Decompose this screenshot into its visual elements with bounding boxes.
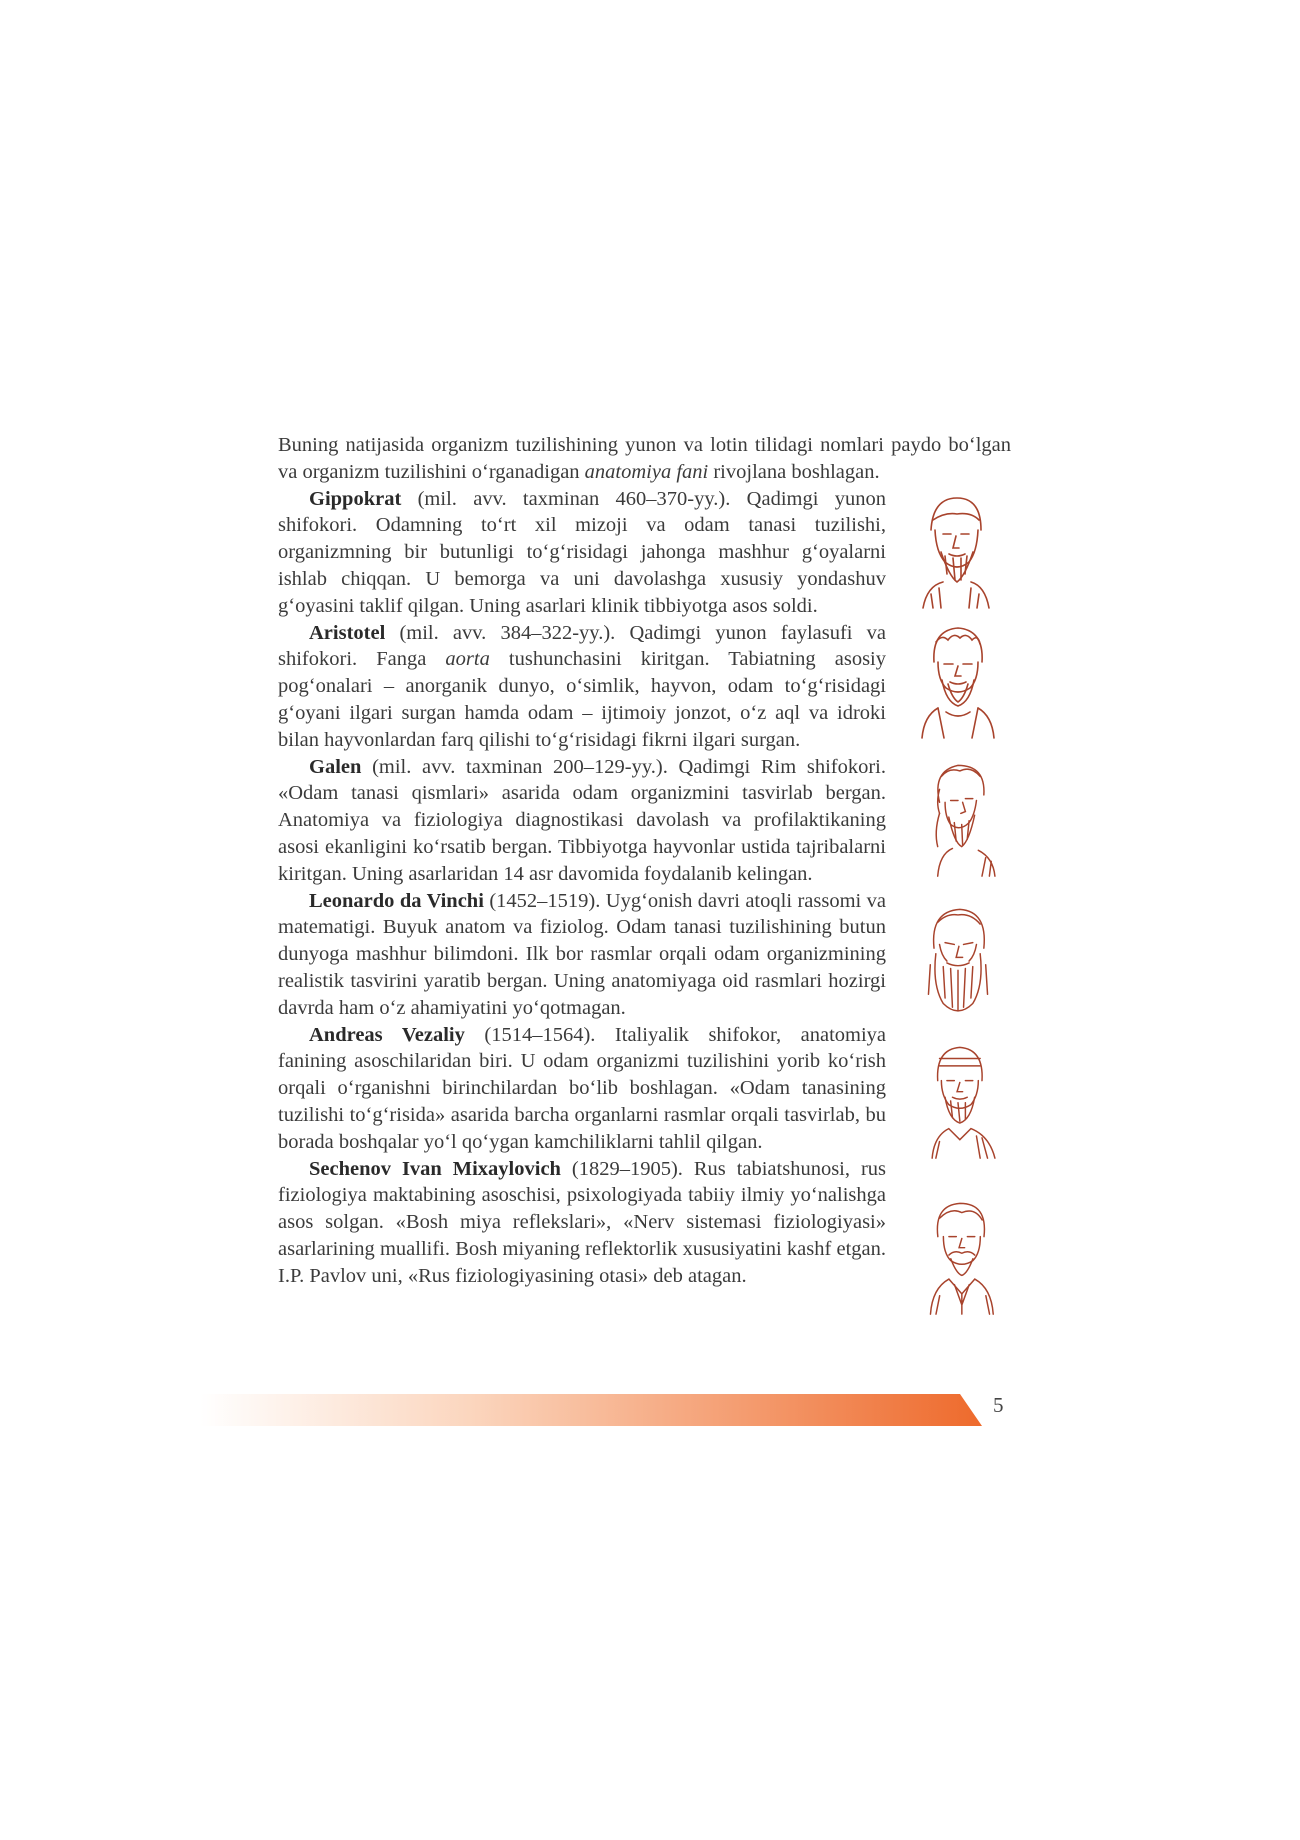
- bio-text: (mil. avv. taxminan 460–370-yy.). Qadimgi yunon shifokori. Odamning to‘rt xil mizoji va odam tanasi tuzilishi, organizmning bir butunligi to‘g‘risidagi jahonga mashhur g‘oyalarni ishlab chiqqan. U bemorga va uni davolashga xususiy yondashuv g‘oyasini taklif qilgan. Uning asarlari klinik tibbiyotga asos soldi.: [278, 487, 886, 617]
- bio-name: Gippokrat: [309, 487, 402, 510]
- galen-portrait-icon: [908, 758, 1008, 878]
- bio-galen: [278, 754, 886, 888]
- hippocrates-portrait-icon: [905, 490, 1005, 610]
- intro-text-end: rivojlana boshlagan.: [708, 460, 880, 483]
- bio-aristotel: [278, 620, 886, 754]
- bio-text-end: tushunchasini kiritgan. Tabiatning asosiy pog‘onalari – anorganik dunyo, o‘simlik, hayvon, odam to‘g‘risidagi g‘oyani ilgari surgan hamda odam – ijtimoiy jonzot, o‘z aql va idroki bilan hayvonlardan farq qilishi to‘g‘risidagi fikrni ilgari surgan.: [278, 648, 886, 751]
- bio-text: (mil. avv. taxminan 200–129-yy.). Qadimgi Rim shifokori. «Odam tanasi qismlari» asarida odam organizmini tasvirlab bergan. Anatomiya va fiziologiya diagnostikasi davolash va profilaktikaning asosi ekanligini ko‘rsatib bergan. Tibbiyotga hayvonlar ustida tajribalarni kiritgan. Uning asarlaridan 14 asr davomida foydalanib kelingan.: [278, 755, 886, 885]
- intro-paragraph: [278, 432, 1011, 486]
- bio-text: (1452–1519). Uyg‘onish davri atoqli rassomi va matematigi. Buyuk anatom va fiziolog. Odam tanasi tuzilishining butun dunyoga mashhur bilimdoni. Ilk bor rasmlar orqali odam organizmining realistik tasvirini yaratib bergan. Uning anatomiyaga oid rasmlari hozirgi davrda ham o‘z ahamiyatini yo‘qotmagan.: [278, 889, 886, 1019]
- bio-name: Andreas Vezaliy: [309, 1023, 465, 1046]
- aristotle-portrait-icon: [908, 620, 1008, 740]
- page-number: 5: [993, 1393, 1004, 1417]
- vesalius-portrait-icon: [908, 1040, 1008, 1160]
- bio-leonardo: [278, 888, 886, 1022]
- bio-text: (mil. avv. 384–322-yy.). Qadimgi yunon faylasufi va shifokori. Fanga: [278, 621, 886, 671]
- bio-name: Galen: [309, 755, 362, 778]
- bio-sechenov: [278, 1156, 886, 1290]
- bio-gippokrat: [278, 486, 886, 620]
- bio-vezaliy: [278, 1022, 886, 1156]
- intro-term: anatomiya fani: [584, 460, 709, 483]
- leonardo-portrait-icon: [908, 902, 1008, 1022]
- sechenov-portrait-icon: [910, 1196, 1010, 1316]
- bio-name: Aristotel: [309, 621, 386, 644]
- bio-name: Leonardo da Vinchi: [309, 889, 484, 912]
- bio-text: (1829–1905). Rus tabiatshunosi, rus fiziologiya maktabining asoschisi, psixologiyada tabiiy ilmiy yo‘nalishga asos solgan. «Bosh miya reflekslari», «Nerv sistemasi fiziologiyasi» asarlarining muallifi. Bosh miyaning reflektorlik xususiyatini kashf etgan. I.P. Pavlov uni, «Rus fiziologiyasining otasi» deb atagan.: [278, 1157, 886, 1287]
- footer-accent-bar: [200, 1394, 982, 1426]
- bio-name: Sechenov Ivan Mixaylovich: [309, 1157, 561, 1180]
- bio-term: aorta: [445, 648, 490, 671]
- bio-text: (1514–1564). Italiyalik shifokor, anatomiya fanining asoschilaridan biri. U odam organizmi tuzilishini yorib ko‘rish orqali o‘rganishni birinchilardan bo‘lib boshlagan. «Odam tanasining tuzilishi to‘g‘risida» asarida barcha organlarni rasmlar orqali tasvirlab, bu borada boshqalar yo‘l qo‘ygan kamchiliklarni tahlil qilgan.: [278, 1023, 887, 1153]
- intro-text: Buning natijasida organizm tuzilishining yunon va lotin tilidagi nomlari paydo bo‘lgan va organizm tuzilishini o‘rganadigan: [278, 434, 1011, 483]
- main-text-column: [278, 432, 1011, 1290]
